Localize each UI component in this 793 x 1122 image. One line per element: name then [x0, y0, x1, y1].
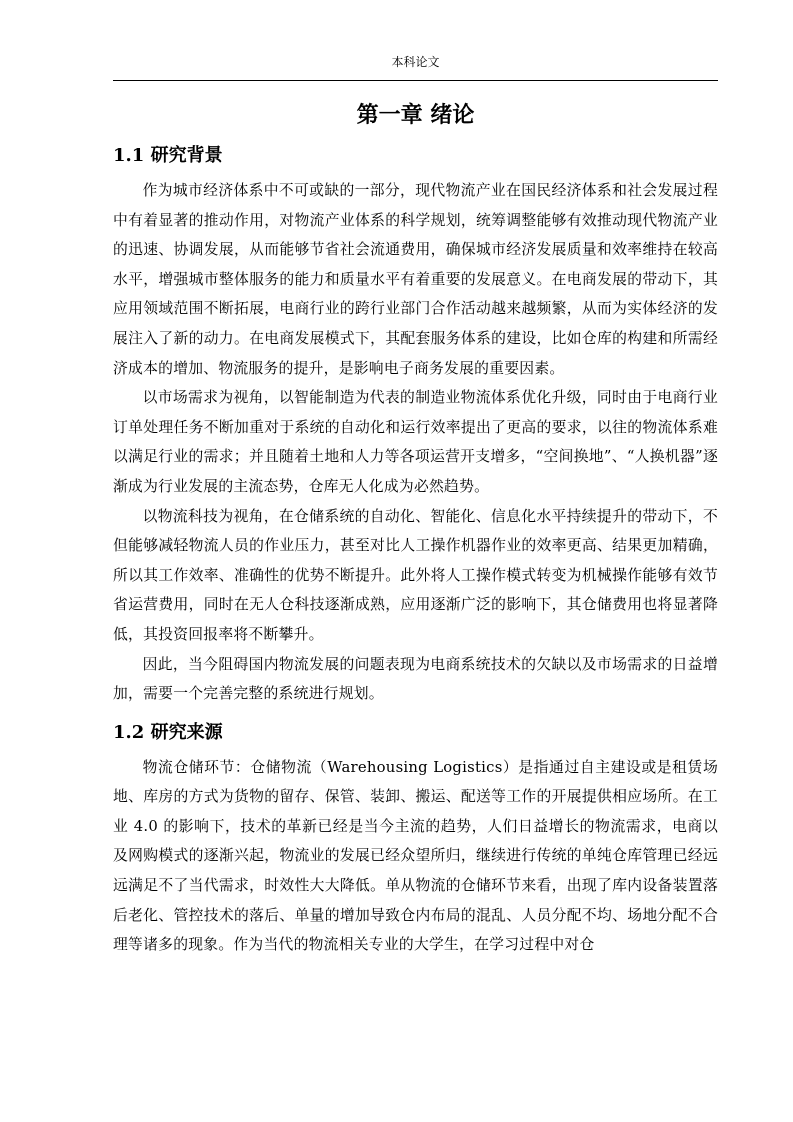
chapter-title: 第一章 绪论 [356, 103, 475, 128]
body-content [113, 96, 718, 960]
section-number: 1.1 [113, 145, 145, 166]
section-heading [113, 713, 718, 753]
paragraph: 物流仓储环节：仓储物流（Warehousing Logistics）是指通过自主建设或是租赁场地、库房的方式为货物的留存、保管、装卸、搬运、配送等工作的开展提供相应场所。在工业 4.0 的影响下，技术的革新已经是当今主流的趋势，人们日益增长的物流需求，电商以及网购模式的逐渐兴起，物流业的发展已经众望所归，继续进行传统的单纯仓库管理已经远远满足不了当代需求，时效性大大降低。单从物流的仓储环节来看，出现了库内设备装置落后老化、管控技术的落后、单量的增加导致仓内布局的混乱、人员分配不均、场地分配不合理等诸多的现象。作为当代的物流相关专业的大学生，在学习过程中对仓 [113, 758, 718, 954]
header-rule [113, 80, 718, 81]
section-number: 1.2 [113, 721, 145, 743]
paragraph: 作为城市经济体系中不可或缺的一部分，现代物流产业在国民经济体系和社会发展过程中有着显著的推动作用，对物流产业体系的科学规划，统筹调整能够有效推动现代物流产业的迅速、协调发展，从而能够节省社会流通费用，确保城市经济发展质量和效率维持在较高水平，增强城市整体服务的能力和质量水平有着重要的发展意义。在电商发展的带动下，其应用领域范围不断拓展，电商行业的跨行业部门合作活动越来越频繁，从而为实体经济的发展注入了新的动力。在电商发展模式下，其配套服务体系的建设，比如仓库的构建和所需经济成本的增加、物流服务的提升，是影响电子商务发展的重要因素。 [113, 182, 718, 377]
section-heading [113, 136, 718, 176]
running-header: 本科论文 [391, 55, 440, 69]
paragraph: 以物流科技为视角，在仓储系统的自动化、智能化、信息化水平持续提升的带动下，不但能够减轻物流人员的作业压力，甚至对比人工操作机器作业的效率更高、结果更加精确，所以其工作效率、准确性的优势不断提升。此外将人工操作模式转变为机械操作能够有效节省运营费用，同时在无人仓科技逐渐成熟，应用逐渐广泛的影响下，其仓储费用也将显著降低，其投资回报率将不断攀升。 [113, 507, 718, 643]
paragraph: 因此，当今阻碍国内物流发展的问题表现为电商系统技术的欠缺以及市场需求的日益增加，需要一个完善完整的系统进行规划。 [113, 655, 718, 703]
paragraph: 以市场需求为视角，以智能制造为代表的制造业物流体系优化升级，同时由于电商行业订单处理任务不断加重对于系统的自动化和运行效率提出了更高的要求，以往的物流体系难以满足行业的需求；并且随着土地和人力等各项运营开支增多，“空间换地”、“人换机器”逐渐成为行业发展的主流态势，仓库无人化成为必然趋势。 [113, 389, 718, 495]
section-title: 研究背景 [150, 145, 223, 166]
section-title: 研究来源 [150, 721, 223, 743]
